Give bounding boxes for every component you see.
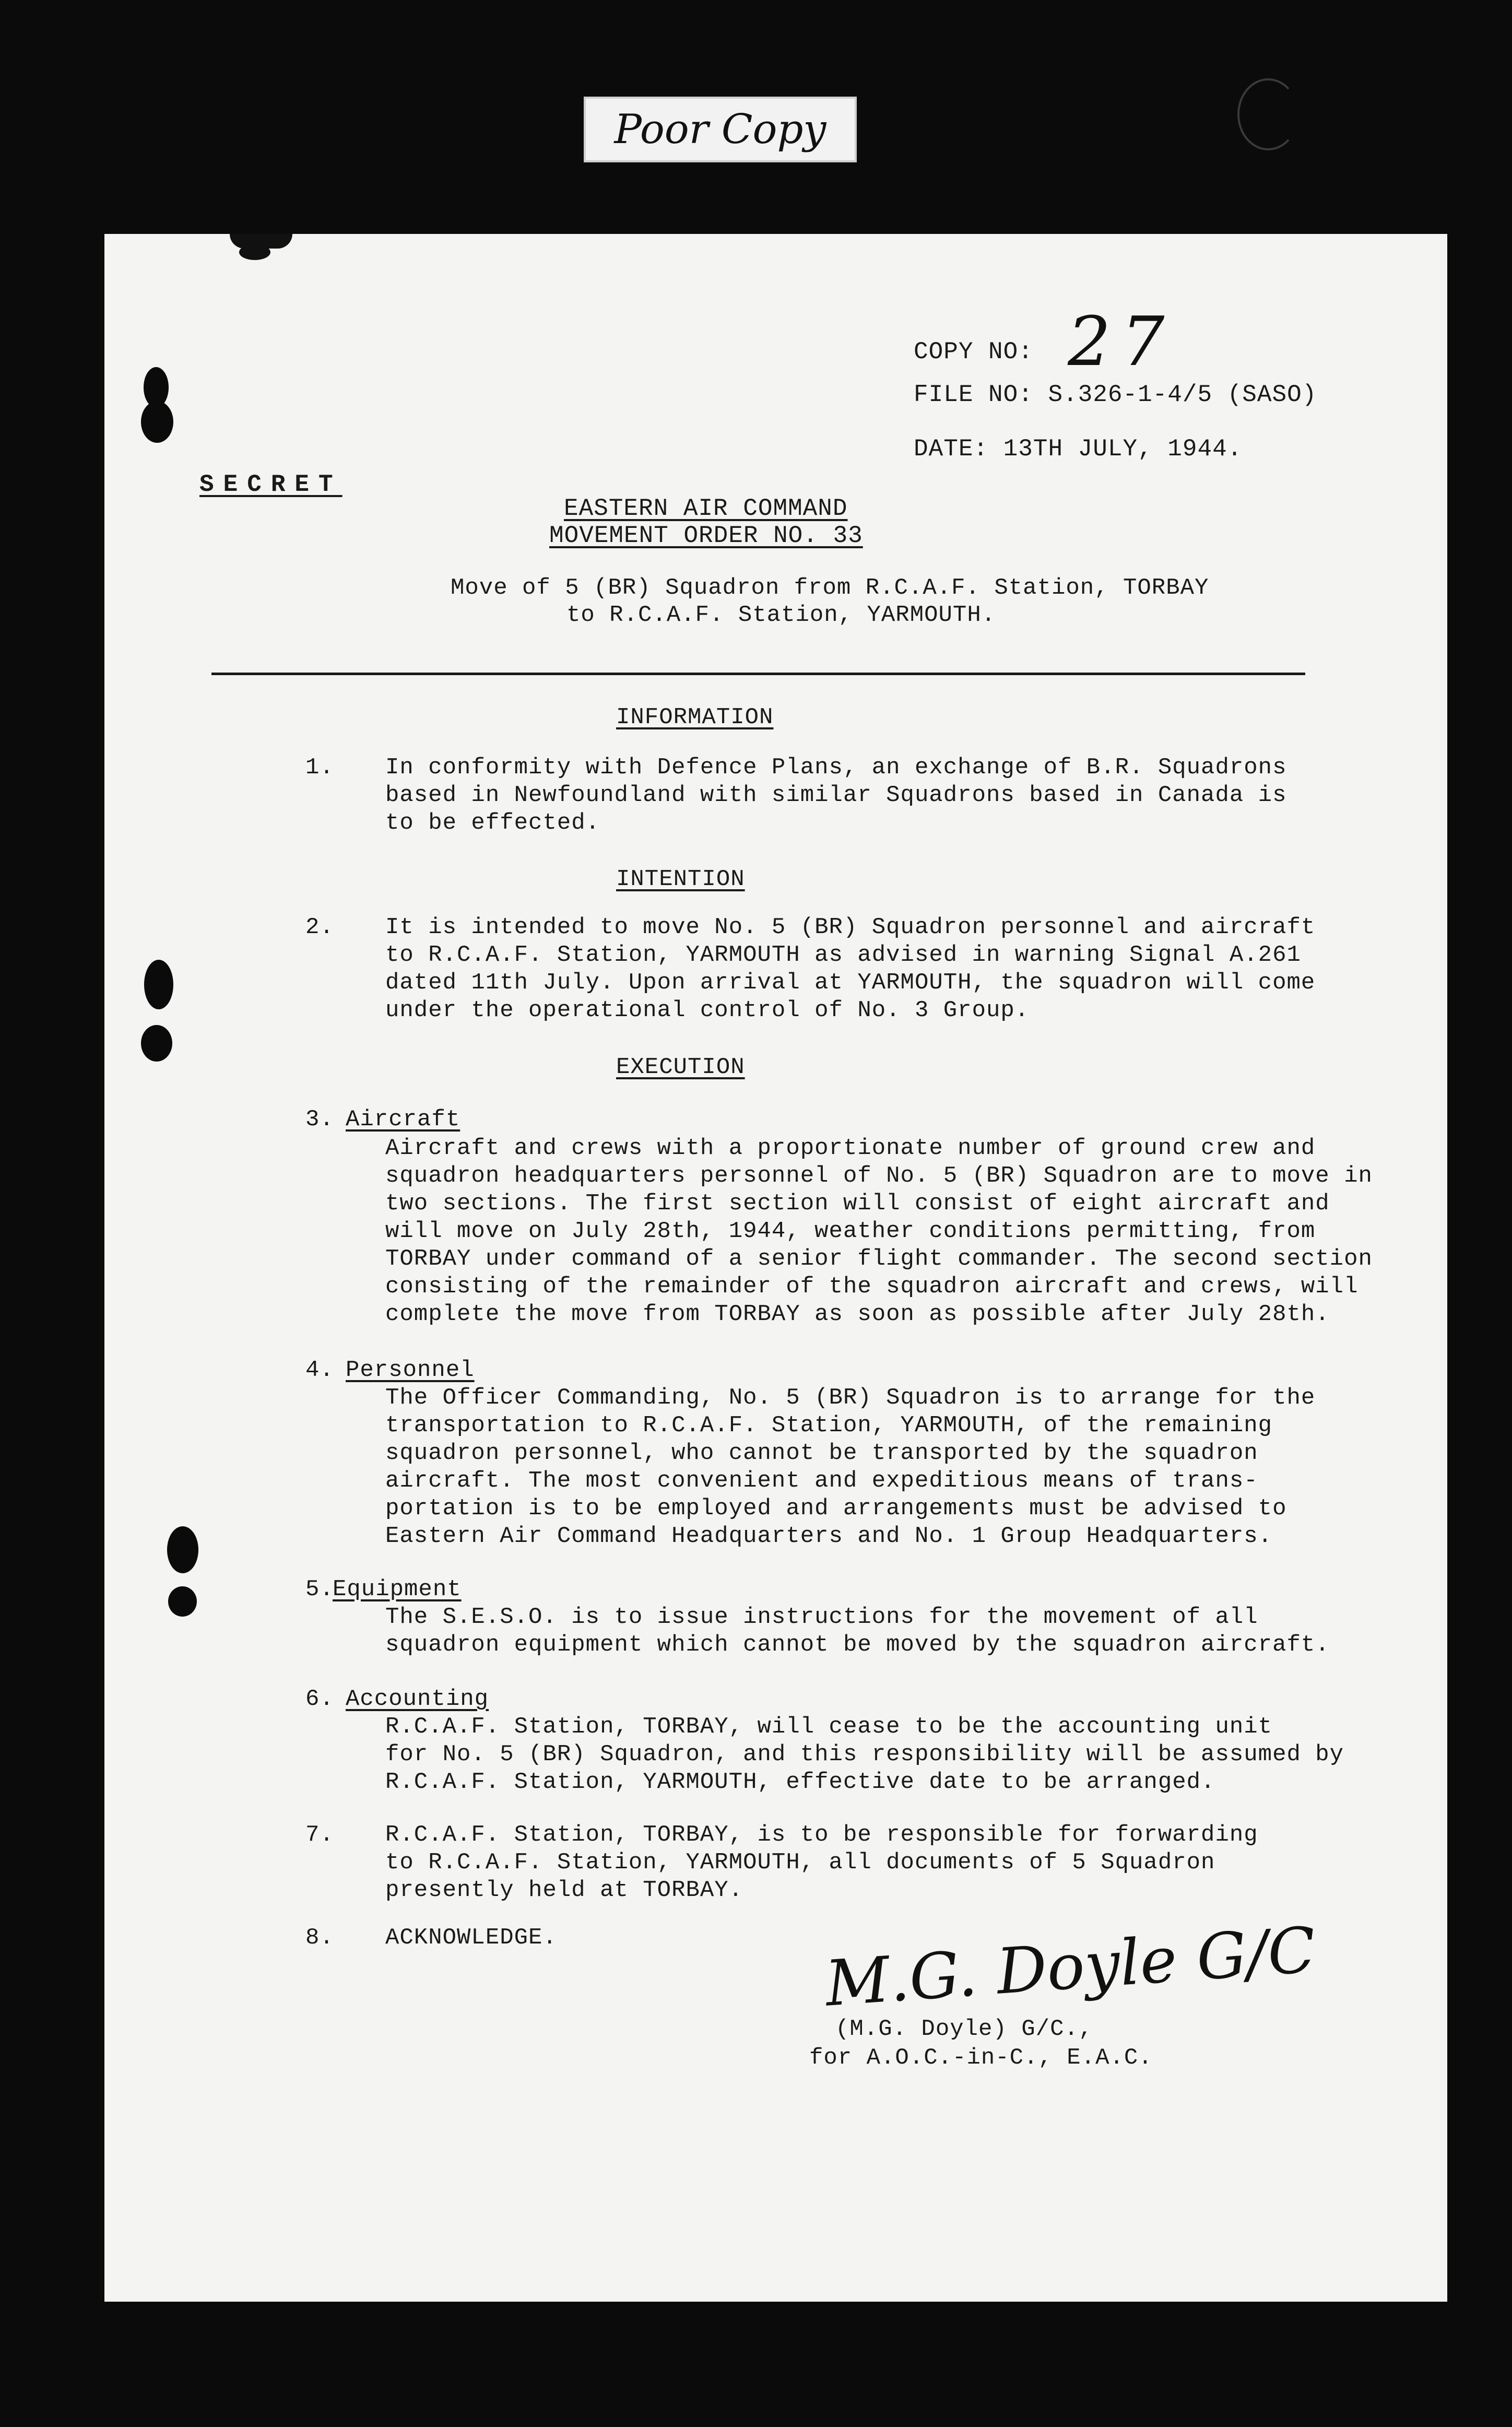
para-5-line: The S.E.S.O. is to issue instructions for the movement of all xyxy=(385,1604,1258,1630)
para-3-line: Aircraft and crews with a proportionate number of ground crew and xyxy=(385,1135,1316,1161)
para-4-line: squadron personnel, who cannot be transported by the squadron xyxy=(385,1440,1258,1466)
para-4-line: aircraft. The most convenient and expeditious means of trans- xyxy=(385,1468,1258,1494)
poor-copy-stamp: Poor Copy xyxy=(584,97,857,162)
para-8-acknowledge: ACKNOWLEDGE. xyxy=(385,1925,557,1951)
punch-hole xyxy=(141,401,173,443)
para-6-line: R.C.A.F. Station, YARMOUTH, effective date to be arranged. xyxy=(385,1769,1215,1795)
para-4-number: 4. xyxy=(305,1357,334,1383)
subject-line-1: Move of 5 (BR) Squadron from R.C.A.F. Station, TORBAY xyxy=(451,575,1209,601)
punch-hole xyxy=(167,1526,198,1573)
copy-number-handwritten: 27 xyxy=(1068,302,1175,381)
para-5-title: Equipment xyxy=(333,1576,462,1603)
para-3-number: 3. xyxy=(305,1106,334,1133)
punch-hole xyxy=(144,960,173,1009)
para-5-number: 5. xyxy=(305,1576,334,1603)
order-title: MOVEMENT ORDER NO. 33 xyxy=(549,522,863,549)
para-8-number: 8. xyxy=(305,1925,334,1951)
para-7-line: presently held at TORBAY. xyxy=(385,1877,743,1903)
para-2-line: It is intended to move No. 5 (BR) Squadron personnel and aircraft xyxy=(385,914,1316,940)
subject-line-2: to R.C.A.F. Station, YARMOUTH. xyxy=(566,602,996,628)
para-2-number: 2. xyxy=(305,914,334,940)
document-date: DATE: 13TH JULY, 1944. xyxy=(914,435,1243,463)
para-3-line: two sections. The first section will consist of eight aircraft and xyxy=(385,1191,1330,1217)
para-4-line: portation is to be employed and arrangements must be advised to xyxy=(385,1495,1287,1522)
para-1-line: to be effected. xyxy=(385,810,600,836)
para-1-line: based in Newfoundland with similar Squadrons based in Canada is xyxy=(385,782,1287,808)
para-4-line: The Officer Commanding, No. 5 (BR) Squadron is to arrange for the xyxy=(385,1385,1316,1411)
para-2-line: to R.C.A.F. Station, YARMOUTH as advised in warning Signal A.261 xyxy=(385,942,1301,968)
para-7-line: R.C.A.F. Station, TORBAY, is to be responsible for forwarding xyxy=(385,1822,1258,1848)
para-2-line: dated 11th July. Upon arrival at YARMOUTH, the squadron will come xyxy=(385,970,1316,996)
para-6-title: Accounting xyxy=(346,1686,489,1712)
para-5-line: squadron equipment which cannot be moved by the squadron aircraft. xyxy=(385,1632,1330,1658)
para-3-title: Aircraft xyxy=(346,1106,460,1133)
para-6-line: R.C.A.F. Station, TORBAY, will cease to be the accounting unit xyxy=(385,1714,1273,1740)
para-7-number: 7. xyxy=(305,1822,334,1848)
document-page xyxy=(104,234,1447,2302)
punch-hole xyxy=(141,1025,172,1062)
heading-execution: EXECUTION xyxy=(616,1054,745,1080)
punch-hole xyxy=(168,1586,197,1617)
ink-smudge xyxy=(239,244,270,260)
pencil-circle-mark xyxy=(1237,78,1299,150)
para-6-number: 6. xyxy=(305,1686,334,1712)
heading-intention: INTENTION xyxy=(616,866,745,892)
para-6-line: for No. 5 (BR) Squadron, and this responsibility will be assumed by xyxy=(385,1741,1344,1768)
para-2-line: under the operational control of No. 3 Group. xyxy=(385,997,1030,1023)
para-1-line: In conformity with Defence Plans, an exchange of B.R. Squadrons xyxy=(385,755,1287,781)
para-7-line: to R.C.A.F. Station, YARMOUTH, all documents of 5 Squadron xyxy=(385,1849,1215,1876)
handwritten-signature: M.G. Doyle G/C xyxy=(823,1914,1318,2021)
signatory-name: (M.G. Doyle) G/C., xyxy=(835,2016,1093,2042)
copy-number-label: COPY NO: xyxy=(914,338,1033,366)
file-number: FILE NO: S.326-1-4/5 (SASO) xyxy=(914,381,1317,408)
heading-information: INFORMATION xyxy=(616,704,774,731)
para-3-line: complete the move from TORBAY as soon as possible after July 28th. xyxy=(385,1301,1330,1327)
para-4-line: Eastern Air Command Headquarters and No. 1 Group Headquarters. xyxy=(385,1523,1273,1549)
signatory-title: for A.O.C.-in-C., E.A.C. xyxy=(809,2045,1153,2071)
para-4-title: Personnel xyxy=(346,1357,475,1383)
classification-secret: SECRET xyxy=(199,471,342,498)
para-1-number: 1. xyxy=(305,755,334,781)
para-3-line: will move on July 28th, 1944, weather conditions permitting, from xyxy=(385,1218,1316,1244)
divider-rule xyxy=(211,673,1305,675)
para-4-line: transportation to R.C.A.F. Station, YARMOUTH, of the remaining xyxy=(385,1412,1273,1439)
para-3-line: squadron headquarters personnel of No. 5 (BR) Squadron are to move in xyxy=(385,1163,1373,1189)
command-title: EASTERN AIR COMMAND xyxy=(564,495,848,522)
para-3-line: consisting of the remainder of the squadron aircraft and crews, will xyxy=(385,1274,1359,1300)
para-3-line: TORBAY under command of a senior flight commander. The second section xyxy=(385,1246,1373,1272)
